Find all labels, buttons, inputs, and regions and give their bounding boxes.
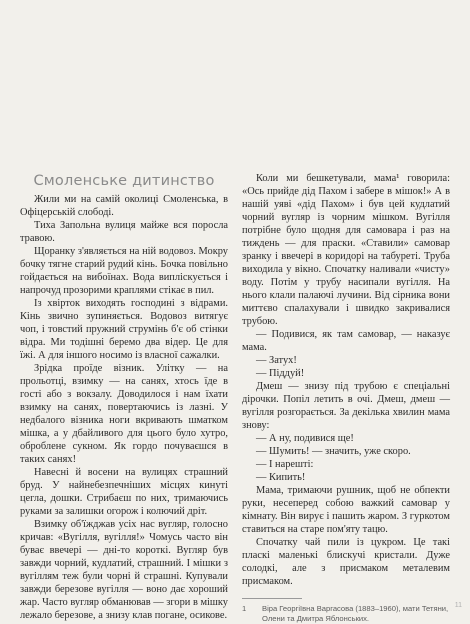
paragraph: Дмеш — знизу під трубою є спеціальні дірочки. Попіл летить в очі. Дмеш, дмеш — вугілля розгорається. За декілька хвилин мама знову:	[242, 381, 450, 431]
paragraph: Мама, тримаючи рушник, щоб не обпекти руки, несеперед собою важкий самовар у кімнату. Він вирує і пашить жаром. З гуркотом ставиться на старе пом'яту тацю.	[242, 485, 450, 535]
dialog-line: — І нарешті:	[256, 459, 314, 470]
paragraph: Навесні й восени на вулицях страшний бруд. У найнебезпечніших місцях кинуті цегла, дошки. Стрибаєш по них, тримаючись руками за залишки огорож і колючий дріт.	[20, 467, 228, 517]
paragraph: Із хвірток виходять господині з відрами. Кінь звично зупиняється. Водовоз витягує чоп, і товстий пружний струмінь б'є об стінки відра. Ми тодішні беремо два відер. Це для їжі. А для іншого носимо із власної сажалки.	[20, 298, 228, 361]
dialog-line: — А ну, подивися ще!	[256, 433, 354, 444]
dialog-line: — Піддуй!	[256, 368, 305, 379]
right-column	[242, 172, 450, 624]
footnote-divider	[242, 598, 302, 599]
left-column	[20, 172, 228, 622]
dialog-line: — Кипить!	[256, 472, 306, 483]
dialog-line: — Затух!	[256, 355, 297, 366]
paragraph: Щоранку з'являється на ній водовоз. Мокру бочку тягне старий рудий кінь. Бочка повільно гойдається на вибоїнах. Вода випліскується і напрочуд прозорими краплями стікає в пил.	[20, 246, 228, 296]
paragraph: Спочатку чай пили із цукром. Це такі пласкі маленькі блискучі кристали. Дуже солодкі, але з присмаком металевим присмаком.	[242, 537, 450, 587]
footnote-mark: 1	[242, 604, 247, 613]
footnote	[242, 604, 450, 624]
paragraph: Жили ми на самій околиці Смоленська, в Офіцерській слободі.	[20, 194, 228, 218]
page-number: 11	[454, 602, 462, 609]
dialog-line: — Шумить! — значить, уже скоро.	[256, 446, 411, 457]
paragraph: Зрідка проїде візник. Улітку — на прольотці, взимку — на санях, хтось їде в гості або з вокзалу. Доводилося і нам їхати взимку на санях, повертаючись із лазні. У недбалого візника ноги вкривають шматком мішка, а у дбайливого для цього було хутро, оброблене сукном. Як гордо почуваєшся в таких санях!	[20, 363, 228, 465]
paragraph: Тиха Запольна вулиця майже вся поросла травою.	[20, 220, 228, 244]
chapter-title: Смоленське дитинство	[33, 173, 215, 189]
dialog-line: — Подивися, як там самовар, — наказує мама.	[242, 329, 450, 353]
footnote-text: Віра Георгіївна Варгасова (1883–1960), мати Тетяни, Олени та Дмитра Яблонських.	[262, 604, 449, 623]
paragraph: Взимку об'їжджав усіх нас вугляр, голосно кричав: «Вугілля, вугілля!» Чомусь часто він буває ввечері — дні-то короткі. Вугляр був завжди чорний, кудлатий, страшний. І мішки з вугіллям теж були чорні й страшні. Купували завжди березове вугілля — воно дає хороший жар. Часто вугляр обманював — згори в мішку лежало березове, а знизу клав погане, осикове.	[20, 519, 229, 621]
paragraph: Коли ми бешкетували, мама¹ говорила: «Ось прийде дід Пахом і забере в мішок!» А в нашій уяві «дід Пахом» і був цей кудлатий чорний вугляр із чорним мішком. Вугілля потрібне було щодня для самовара і раз на тиждень — для праски. «Ставили» самовар зранку і ввечері в коридорі на табуреті. Труба виходила у вікно. Спочатку наливали «чисту» воду. Потім у трубу насипали вугілля. На нього клали палаючі лучини. Від сірника вони миттєво спалахували і швидко закривалися трубою.	[242, 173, 450, 327]
